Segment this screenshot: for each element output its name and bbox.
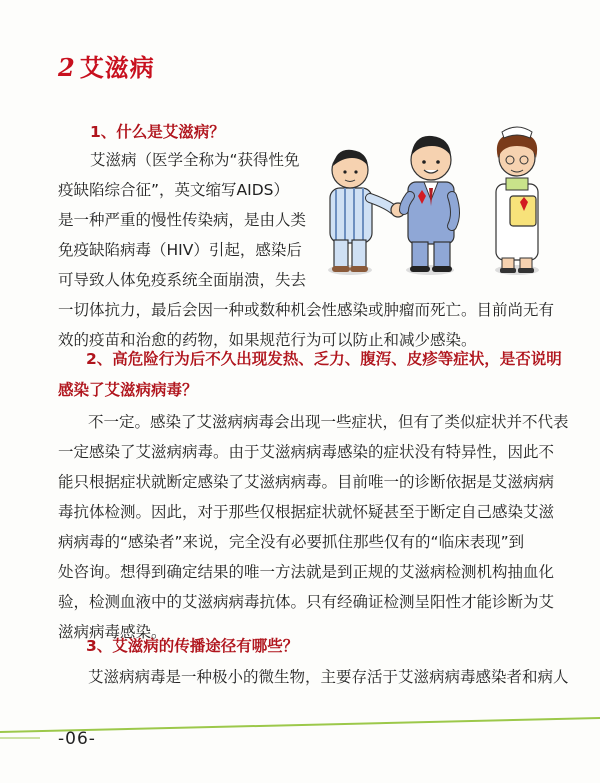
text-line: 滋病病毒感染。 <box>58 623 167 641</box>
section-2-heading-line2: 感染了艾滋病病毒？ <box>58 381 198 399</box>
cartoon-handshake-illustration <box>312 118 552 280</box>
text-line: 可导致人体免疫系统全面崩溃，失去 <box>58 271 307 289</box>
chapter-title-text: 艾滋病 <box>79 54 155 82</box>
text-line: 是一种严重的慢性传染病，是由人类 <box>58 211 307 229</box>
doctor-man-figure <box>404 136 455 275</box>
section-1-heading: 1、什么是艾滋病？ <box>90 123 225 141</box>
section-1-narrow-paragraph <box>90 145 300 175</box>
text-line: 验，检测血液中的艾滋病病毒抗体。只有经确证检测呈阳性才能诊断为艾 <box>58 593 555 611</box>
section-3-heading: 3、艾滋病的传播途径有哪些？ <box>86 637 299 655</box>
section-2-paragraph-first <box>88 407 569 437</box>
text-line: 处咨询。想得到确定结果的唯一方法就是到正规的艾滋病检测机构抽血化 <box>58 563 555 581</box>
text-line: 艾滋病病毒是一种极小的微生物，主要存活于艾滋病病毒感染者和病人 <box>88 668 569 686</box>
chapter-title <box>58 48 155 83</box>
text-line: 一定感染了艾滋病病毒。由于艾滋病病毒感染的症状没有特异性，因此不 <box>58 443 555 461</box>
text-line: 病病毒的“感染者”来说，完全没有必要抓住那些仅有的“临床表现”到 <box>58 533 525 551</box>
text-line: 疫缺陷综合征”，英文缩写AIDS） <box>58 181 289 199</box>
patient-figure <box>328 150 394 275</box>
text-line: 免疫缺陷病毒（HIV）引起，感染后 <box>58 241 302 259</box>
text-line: 效的疫苗和治愈的药物，如果规范行为可以防止和减少感染。 <box>58 331 477 349</box>
section-2-heading-line1: 2、高危险行为后不久出现发热、乏力、腹泻、皮疹等症状，是否说明 <box>86 350 562 368</box>
text-line: 艾滋病（医学全称为“获得性免 <box>90 151 300 169</box>
text-line: 毒抗体检测。因此，对于那些仅根据症状就怀疑甚至于断定自己感染艾滋 <box>58 503 555 521</box>
text-line: 能只根据症状就断定感染了艾滋病病毒。目前唯一的诊断依据是艾滋病病 <box>58 473 555 491</box>
nurse-figure <box>495 127 539 275</box>
page-number: -06- <box>58 729 96 749</box>
text-line: 一切体抗力，最后会因一种或数种机会性感染或肿瘤而死亡。目前尚无有 <box>58 301 555 319</box>
chapter-number: 2 <box>58 53 76 82</box>
section-2-paragraph <box>58 437 554 647</box>
text-line: 不一定。感染了艾滋病病毒会出现一些症状，但有了类似症状并不代表 <box>88 413 569 431</box>
section-3-paragraph <box>88 662 569 692</box>
